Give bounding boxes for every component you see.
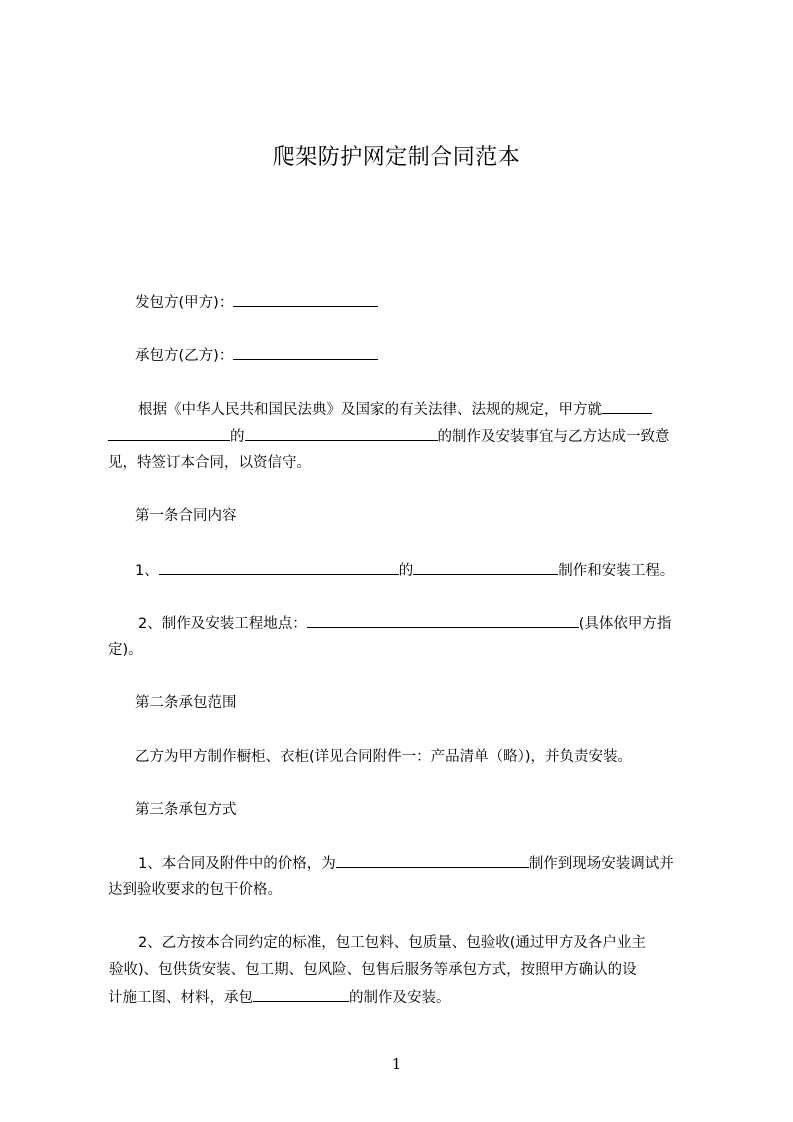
a3-i2-end: 的制作及安装。 xyxy=(349,990,451,1006)
a3-i2-blank[interactable] xyxy=(253,987,349,1002)
a3-i1-pre: 1、本合同及附件中的价格，为 xyxy=(138,856,336,872)
intro-blank-2[interactable] xyxy=(108,426,230,441)
party-b-blank[interactable] xyxy=(233,345,378,360)
article-1-item-2-cont: 定)。 xyxy=(108,642,143,658)
a3-i2-pre: 计施工图、材料，承包 xyxy=(108,990,253,1006)
article-3-item-1-cont: 达到验收要求的包干价格。 xyxy=(108,882,282,898)
article-1-heading: 第一条合同内容 xyxy=(135,508,237,524)
intro-line-2 xyxy=(108,426,708,447)
a3-i1-end: 制作到现场安装调试并 xyxy=(528,856,674,872)
a1-i2-blank[interactable] xyxy=(307,613,579,628)
a1-i1-end: 制作和安装工程。 xyxy=(558,563,675,579)
article-3-item-1 xyxy=(138,853,738,874)
a1-i2-pre: 2、制作及安装工程地点： xyxy=(138,616,307,632)
intro-text-2b: 的制作及安装事宜与乙方达成一致意 xyxy=(437,429,670,445)
intro-line-1 xyxy=(138,399,738,420)
article-2-heading: 第二条承包范围 xyxy=(135,695,237,711)
article-2-text: 乙方为甲方制作橱柜、衣柜(详见合同附件一：产品清单（略）)，并负责安装。 xyxy=(135,749,633,765)
intro-text-2a: 的 xyxy=(230,429,245,445)
party-a-label: 发包方(甲方)： xyxy=(135,295,234,311)
a1-i1-num: 1、 xyxy=(135,563,159,579)
party-b-line xyxy=(135,345,735,366)
page-number: 1 xyxy=(391,1055,402,1073)
a1-i1-blank-1[interactable] xyxy=(159,560,399,575)
party-b-label: 承包方(乙方)： xyxy=(135,348,234,364)
intro-text-1: 根据《中华人民共和国民法典》及国家的有关法律、法规的规定，甲方就 xyxy=(138,402,602,418)
document-title: 爬架防护网定制合同范本 xyxy=(272,145,521,170)
article-3-item-2-line-1: 2、乙方按本合同约定的标准，包工包料、包质量、包验收(通过甲方及各户业主 xyxy=(138,935,646,951)
party-a-line xyxy=(135,292,735,313)
article-3-heading: 第三条承包方式 xyxy=(135,802,237,818)
article-3-item-2-line-2: 验收)、包供货安装、包工期、包风险、包售后服务等承包方式，按照甲方确认的设 xyxy=(109,962,637,978)
a3-i1-blank[interactable] xyxy=(336,853,529,868)
party-a-blank[interactable] xyxy=(233,292,378,307)
a1-i1-mid: 的 xyxy=(398,563,414,579)
article-1-item-2 xyxy=(138,613,738,634)
intro-line-3: 见，特签订本合同，以资信守。 xyxy=(108,455,311,471)
a1-i2-end: (具体依甲方指 xyxy=(578,616,672,632)
intro-blank-3[interactable] xyxy=(245,426,438,441)
article-3-item-2-line-3 xyxy=(108,987,708,1008)
a1-i1-blank-2[interactable] xyxy=(413,560,558,575)
intro-blank-1[interactable] xyxy=(602,399,652,414)
article-1-item-1 xyxy=(135,560,735,581)
